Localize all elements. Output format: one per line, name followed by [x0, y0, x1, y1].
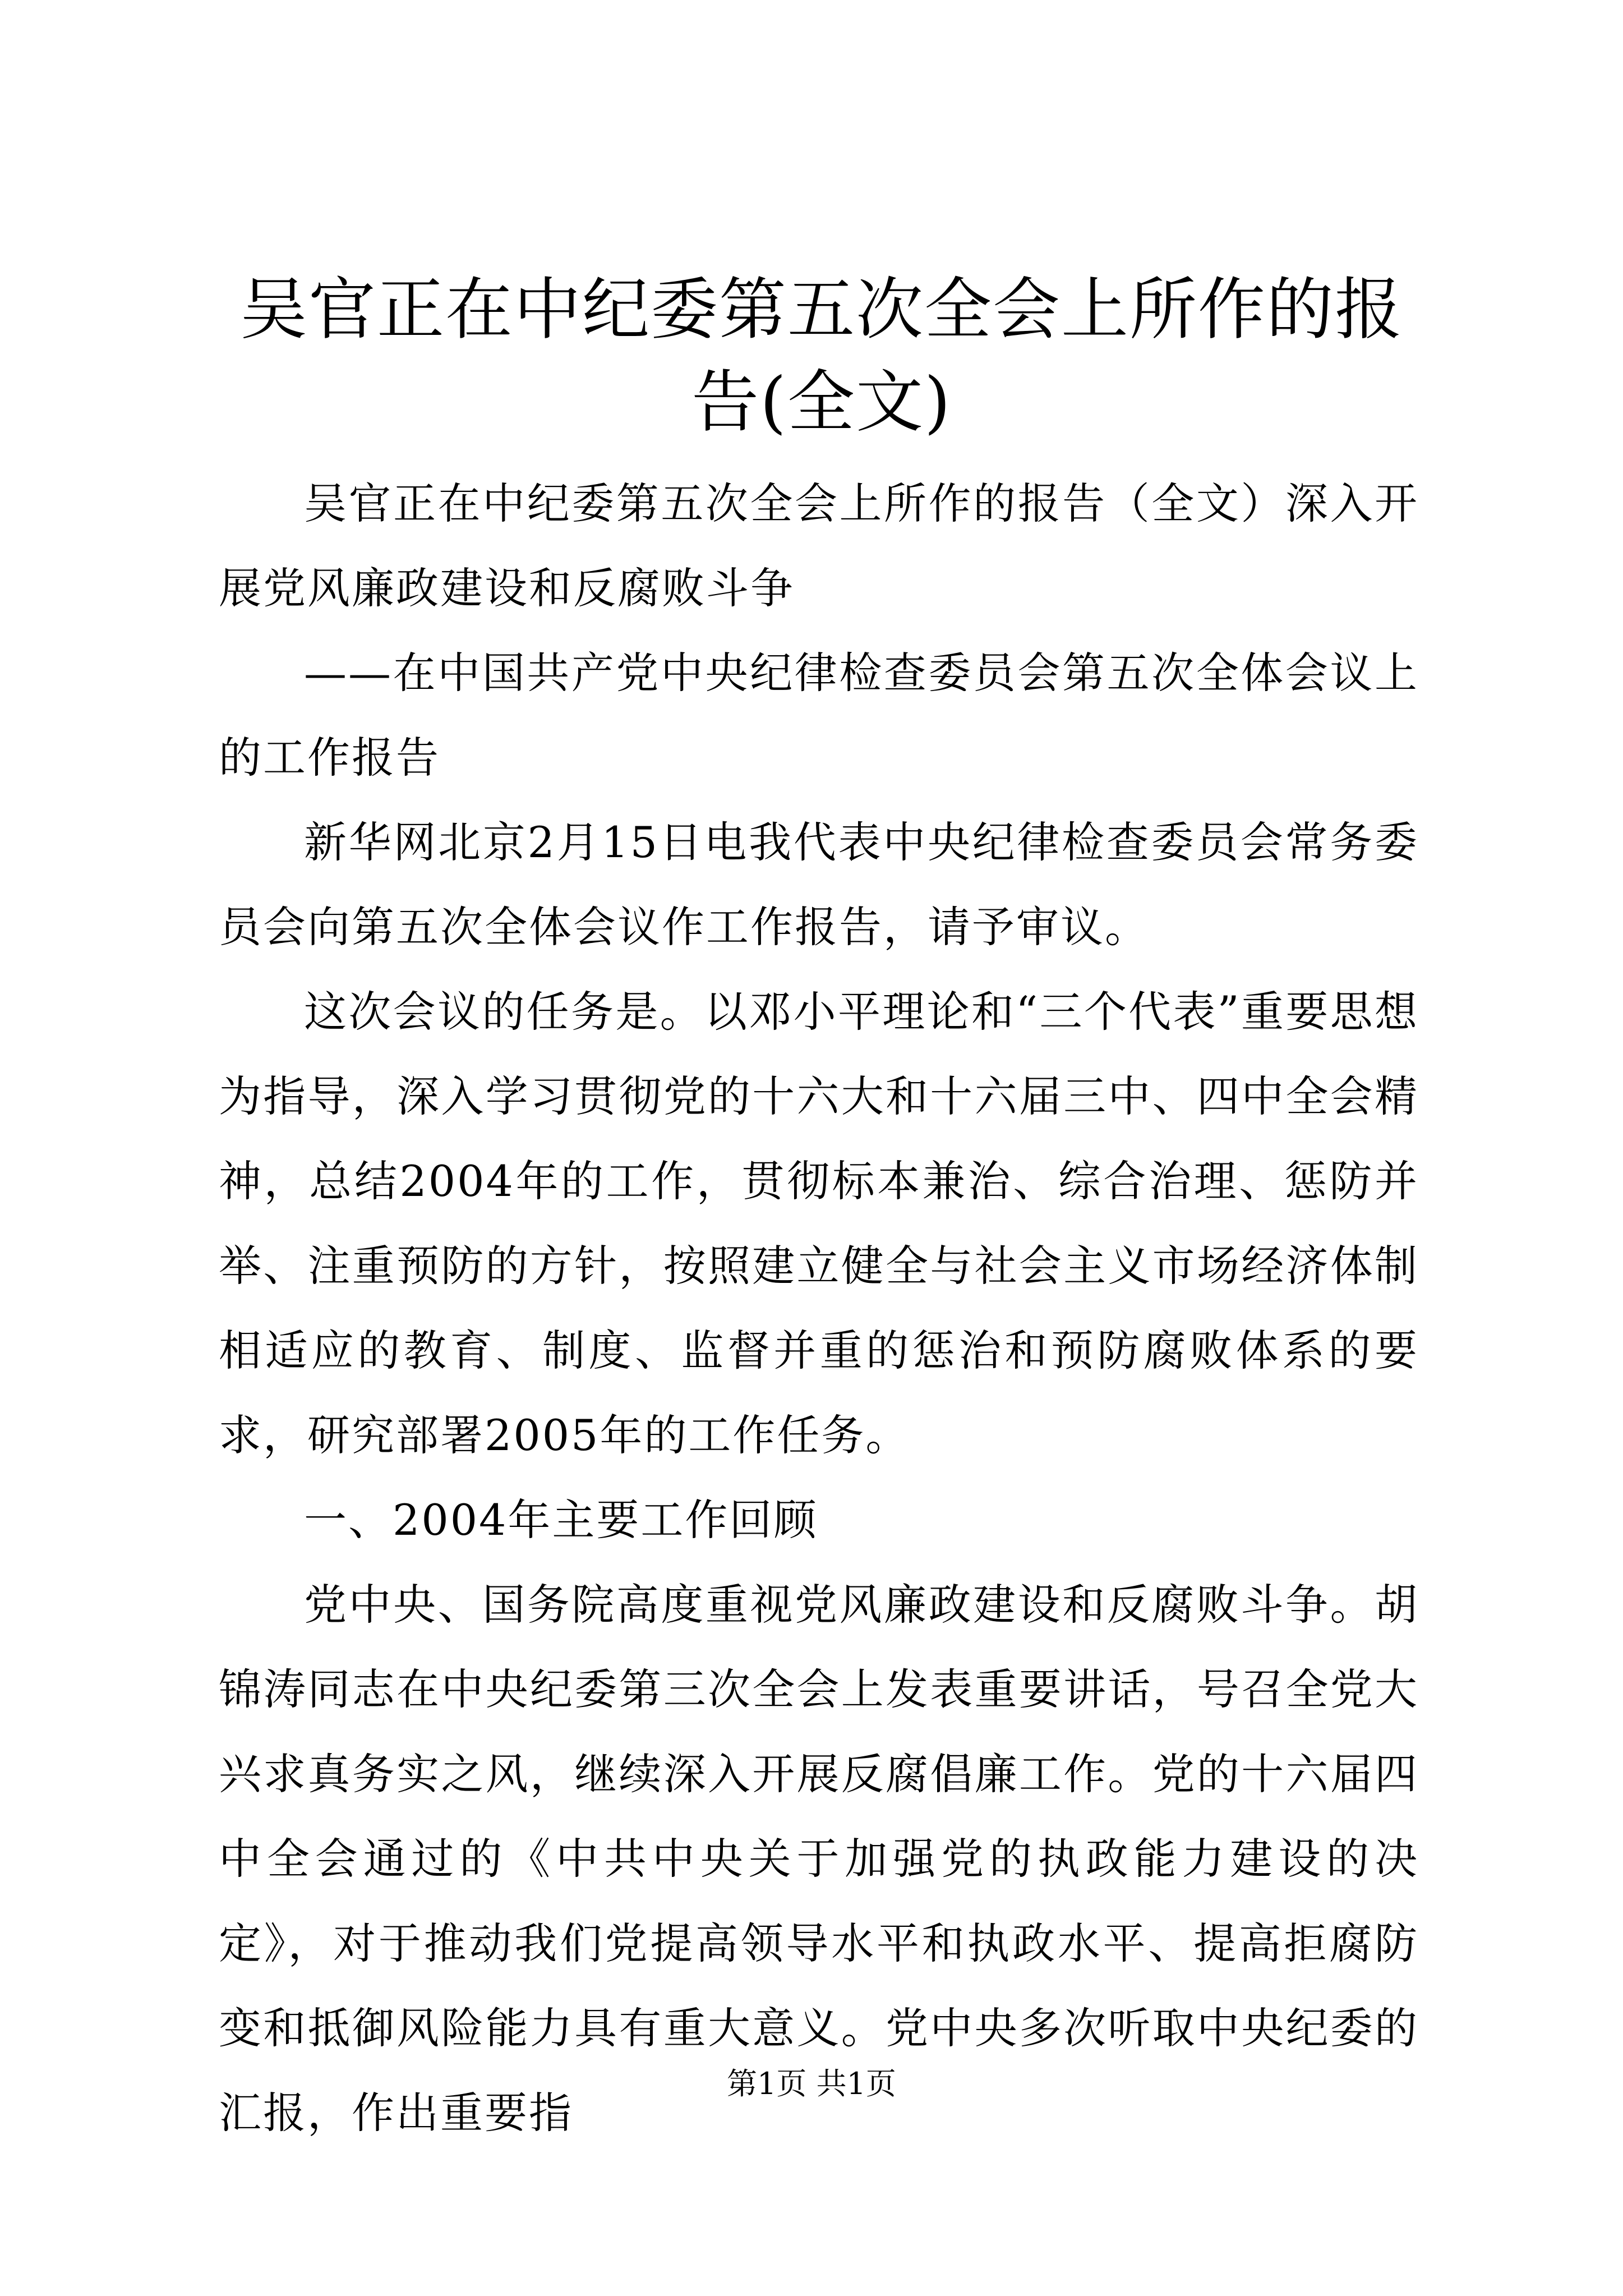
document-title: 吴官正在中纪委第五次全会上所作的报告(全文) — [240, 271, 1403, 441]
paragraph-dateline: 新华网北京2月15日电我代表中央纪律检查委员会常务委员会向第五次全体会议作工作报告，请予审议。 — [219, 817, 1419, 952]
document-body — [219, 461, 1419, 2155]
paragraph-subtitle: ——在中国共产党中央纪律检查委员会第五次全体会议上的工作报告 — [219, 648, 1419, 783]
paragraph-meeting-task: 这次会议的任务是。以邓小平理论和“三个代表”重要思想为指导，深入学习贯彻党的十六大和十六届三中、四中全会精神，总结2004年的工作，贯彻标本兼治、综合治理、惩防并举、注重预防的方针，按照建立健全与社会主义市场经济体制相适应的教育、制度、监督并重的惩治和预防腐败体系的要求，研究部署2005年的工作任务。 — [219, 987, 1419, 1460]
paragraph-review: 党中央、国务院高度重视党风廉政建设和反腐败斗争。胡锦涛同志在中央纪委第三次全会上发表重要讲话，号召全党大兴求真务实之风，继续深入开展反腐倡廉工作。党的十六届四中全会通过的《中共中央关于加强党的执政能力建设的决定》，对于推动我们党提高领导水平和执政水平、提高拒腐防变和抵御风险能力具有重大意义。党中央多次听取中央纪委的汇报，作出重要指 — [219, 1580, 1419, 2138]
page-footer: 第1页 共1页 — [727, 2066, 896, 2101]
paragraph-intro: 吴官正在中纪委第五次全会上所作的报告（全文）深入开展党风廉政建设和反腐败斗争 — [219, 478, 1419, 613]
section-heading: 一、2004年主要工作回顾 — [304, 1495, 818, 1545]
